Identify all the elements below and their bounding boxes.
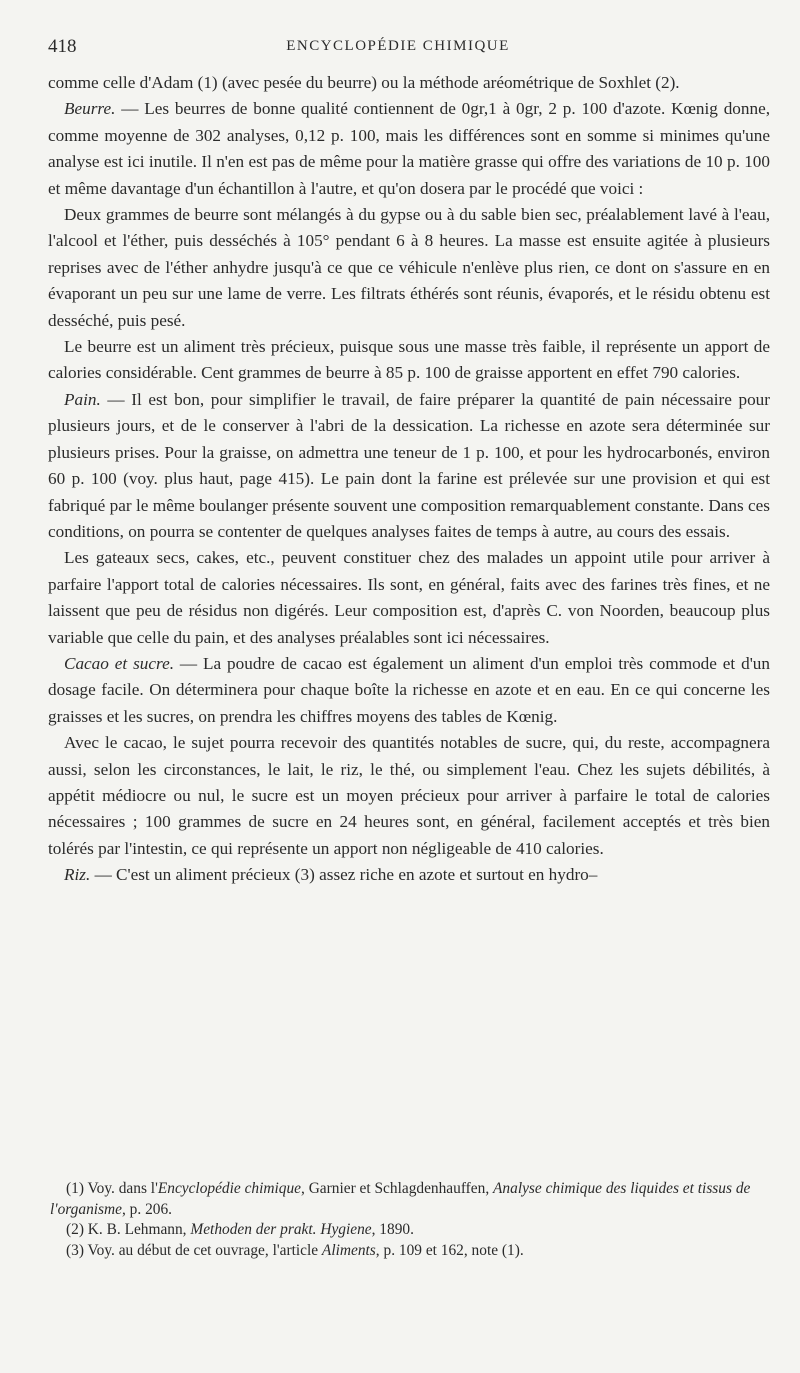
paragraph: Avec le cacao, le sujet pourra recevoir des quantités notables de sucre, qui, du reste, accompagnera aussi, selon les circonstances, le lait, le riz, le thé, ou simplement l'eau. Chez les sujets débilités, à appétit médiocre ou nul, le sucre est un moyen précieux pour arriver à parfaire le total de calories nécessaires ; 100 grammes de sucre en 24 heures sont, en général, facilement acceptés et très bien tolérés par l'intestin, ce qui représente un apport non négligeable de 410 calories. (48, 733, 770, 858)
paragraph-cacao: Cacao et sucre. — La poudre de cacao est également un aliment d'un emploi très commode et d'un dosage facile. On déterminera pour chaque boîte la richesse en azote et en eau. En ce qui concerne les graisses et les sucres, on prendra les chiffres moyens des tables de Kœnig. (48, 653, 770, 726)
section-lead-pain: Pain. (64, 389, 101, 409)
main-text (48, 70, 770, 889)
paragraph-beurre: Beurre. — Les beurres de bonne qualité contiennent de 0gr,1 à 0gr, 2 p. 100 d'azote. Kœnig donne, comme moyenne de 302 analyses, 0,12 p. 100, mais les différences sont en somme si minimes qu'une analyse est ici inutile. Il n'en est pas de même pour la matière grasse qui offre des variations de 10 p. 100 et même davantage d'un échantillon à l'autre, et qu'on dosera par le procédé que voici : (48, 99, 770, 198)
paragraph-continuation: comme celle d'Adam (1) (avec pesée du beurre) ou la méthode aréométrique de Soxhlet (2). (48, 73, 680, 92)
footnote: (1) Voy. dans l'Encyclopédie chimique, Garnier et Schlagdenhauffen, Analyse chimique des liquides et tissus de l'organisme, p. 206. (50, 1180, 751, 1218)
paragraph: Les gateaux secs, cakes, etc., peuvent constituer chez des malades un appoint utile pour arriver à parfaire l'apport total de calories nécessaires. Ils sont, en général, faits avec des farines très fines, et ne laissent que peu de résidus non digérés. Leur composition est, d'après C. von Noorden, beaucoup plus variable que celle du pain, et des analyses préalables sont ici nécessaires. (48, 548, 770, 647)
paragraph: Deux grammes de beurre sont mélangés à du gypse ou à du sable bien sec, préalablement lavé à l'eau, l'alcool et l'éther, puis desséchés à 105° pendant 6 à 8 heures. La masse est ensuite agitée à plusieurs reprises avec de l'éther anhydre jusqu'à ce que ce véhicule n'enlève plus rien, ce dont on s'assure en en évaporant un peu sur une lame de verre. Les filtrats éthérés sont réunis, évaporés, et le résidu obtenu est desséché, puis pesé. (48, 205, 770, 330)
section-lead-riz: Riz. (64, 865, 91, 885)
paragraph: Le beurre est un aliment très précieux, puisque sous une masse très faible, il représente un apport de calories considérable. Cent grammes de beurre à 85 p. 100 de graisse apportent en effet 790 calories. (48, 337, 770, 383)
page-number: 418 (48, 36, 77, 57)
footnote: (2) K. B. Lehmann, Methoden der prakt. Hygiene, 1890. (66, 1221, 414, 1238)
paragraph-pain: Pain. — Il est bon, pour simplifier le travail, de faire préparer la quantité de pain nécessaire pour plusieurs jours, et de le conserver à l'abri de la dessication. La richesse en azote sera déterminée sur plusieurs prises. Pour la graisse, on admettra une teneur de 1 p. 100, et pour les hydrocarbonés, environ 60 p. 100 (voy. plus haut, page 415). Le pain dont la farine est prélevée sur une provision et qui est fabriqué par le même boulanger présente souvent une composition remarquablement constante. Dans ces conditions, on pourra se contenter de quelques analyses faites de temps à autre, au cours des essais. (48, 389, 770, 541)
page-header (48, 36, 748, 64)
footnotes (50, 1179, 770, 1261)
section-lead-beurre: Beurre. (64, 99, 116, 119)
paragraph-riz: Riz. — C'est un aliment précieux (3) assez riche en azote et surtout en hydro– (64, 865, 598, 885)
section-lead-cacao: Cacao et sucre. (64, 653, 174, 673)
running-head: ENCYCLOPÉDIE CHIMIQUE (286, 38, 510, 54)
footnote: (3) Voy. au début de cet ouvrage, l'article Aliments, p. 109 et 162, note (1). (66, 1241, 524, 1259)
